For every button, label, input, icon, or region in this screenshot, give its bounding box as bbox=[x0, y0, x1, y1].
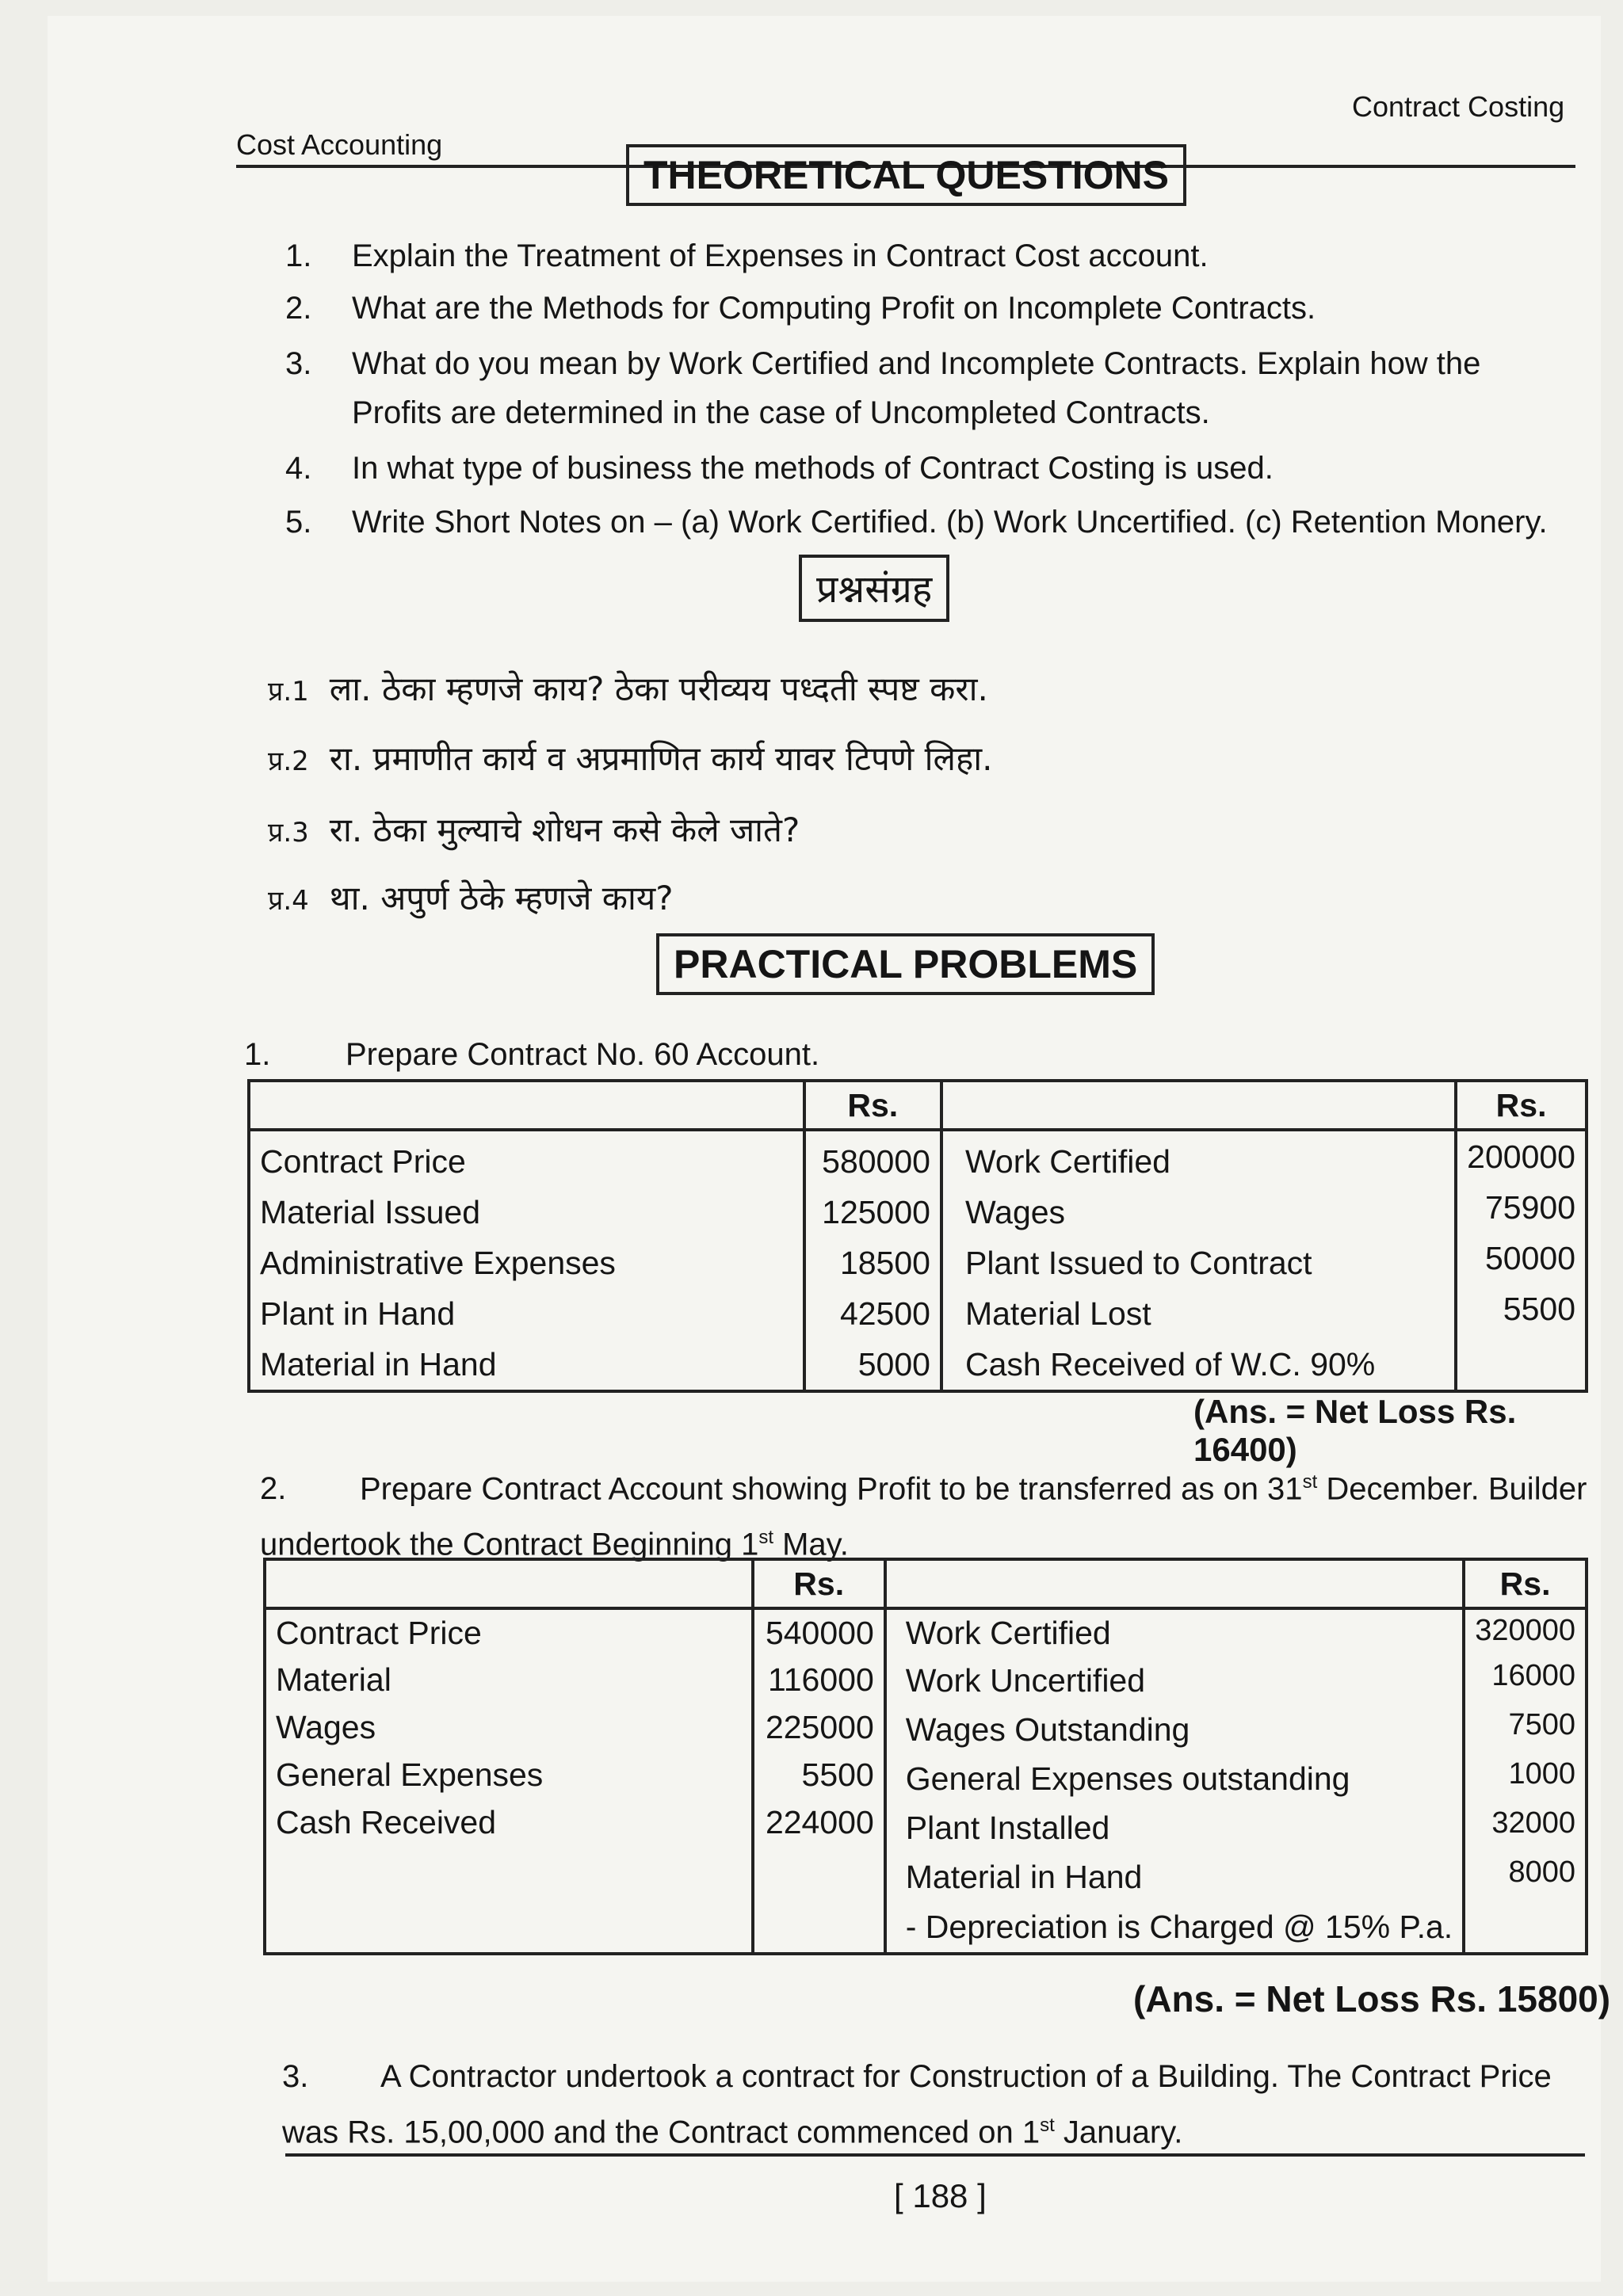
table-item: Material in Hand bbox=[905, 1859, 1143, 1895]
right-items-cell bbox=[941, 1130, 1456, 1391]
marathi-question-text: ला. ठेका म्हणजे काय? ठेका परीव्यय पध्दती स्पष्ट करा. bbox=[329, 669, 988, 708]
theory-title: THEORETICAL QUESTIONS bbox=[626, 144, 1186, 206]
table-header-cell bbox=[249, 1081, 804, 1130]
table-item: Material Lost bbox=[964, 1295, 1151, 1332]
table-body-row bbox=[249, 1130, 1587, 1391]
table-value: 224000 bbox=[765, 1804, 874, 1840]
table-item: Work Certified bbox=[964, 1143, 1170, 1180]
question-number: 2. bbox=[285, 291, 312, 326]
table-item: Wages bbox=[964, 1194, 1066, 1230]
problem-1-table bbox=[247, 1079, 1588, 1393]
table-item: Work Uncertified bbox=[905, 1662, 1146, 1699]
table-value: 1000 bbox=[1508, 1757, 1575, 1791]
right-values-cell bbox=[1456, 1130, 1587, 1391]
problem-3-statement bbox=[282, 2052, 1590, 2157]
left-values-cell bbox=[804, 1130, 941, 1391]
marathi-question-number: प्र.1 bbox=[268, 676, 309, 707]
question-number: 5. bbox=[285, 505, 312, 540]
table-value: 540000 bbox=[765, 1615, 874, 1651]
theory-question bbox=[285, 231, 1623, 280]
marathi-question-number: प्र.4 bbox=[268, 885, 309, 917]
table-value: 225000 bbox=[765, 1709, 874, 1745]
question-text: What are the Methods for Computing Profit on Incomplete Contracts. bbox=[352, 291, 1316, 326]
page-number: [ 188 ] bbox=[894, 2177, 987, 2214]
table-value: 320000 bbox=[1475, 1614, 1575, 1647]
superscript: st bbox=[758, 1527, 773, 1549]
practical-title: PRACTICAL PROBLEMS bbox=[656, 933, 1155, 995]
table-value: 5000 bbox=[857, 1346, 930, 1383]
table-item: Material bbox=[276, 1661, 391, 1698]
superscript: st bbox=[1040, 2115, 1055, 2136]
table-item: Plant in Hand bbox=[260, 1295, 456, 1332]
table-item: Work Certified bbox=[905, 1615, 1111, 1651]
right-items-cell bbox=[885, 1608, 1464, 1954]
table-value: 16000 bbox=[1491, 1659, 1575, 1692]
marathi-question-text: था. अपुर्ण ठेके म्हणजे काय? bbox=[329, 879, 674, 917]
table-value: 5500 bbox=[1503, 1291, 1575, 1327]
problem-2-statement bbox=[260, 1458, 1591, 1569]
theory-question bbox=[285, 339, 1623, 437]
table-value: 8000 bbox=[1508, 1855, 1575, 1889]
table-item: General Expenses bbox=[276, 1756, 544, 1793]
table-item: General Expenses outstanding bbox=[905, 1760, 1350, 1797]
marathi-question bbox=[268, 875, 674, 920]
marathi-question-number: प्र.2 bbox=[268, 746, 309, 777]
table-value: 116000 bbox=[767, 1661, 874, 1698]
table-value: 580000 bbox=[822, 1143, 930, 1180]
table-value: 125000 bbox=[822, 1194, 930, 1230]
left-values-cell bbox=[753, 1608, 885, 1954]
depreciation-note: - Depreciation is Charged @ 15% P.a. bbox=[905, 1909, 1453, 1945]
table-header-rs: Rs. bbox=[804, 1081, 941, 1130]
table-value: 5500 bbox=[801, 1756, 874, 1793]
theory-question bbox=[285, 284, 1623, 333]
table-body-row bbox=[265, 1608, 1587, 1954]
theory-question bbox=[285, 444, 1623, 493]
table-header-cell bbox=[885, 1559, 1464, 1608]
table-value: 75900 bbox=[1484, 1189, 1575, 1226]
table-header-rs: Rs. bbox=[753, 1559, 885, 1608]
header-left: Cost Accounting bbox=[236, 128, 443, 161]
table-value: 18500 bbox=[839, 1245, 930, 1281]
table-item: Material Issued bbox=[260, 1194, 481, 1230]
problem-text: was Rs. 15,00,000 and the Contract commenced on 1 bbox=[282, 2115, 1041, 2150]
problem-number: 3. bbox=[282, 2059, 309, 2094]
problem-number: 1. bbox=[244, 1037, 271, 1072]
table-header-cell bbox=[265, 1559, 753, 1608]
problem-2-answer: (Ans. = Net Loss Rs. 15800) bbox=[1133, 1978, 1611, 2019]
header-right: Contract Costing bbox=[1352, 90, 1565, 123]
table-item: Contract Price bbox=[260, 1143, 466, 1180]
marathi-question bbox=[268, 735, 993, 780]
table-item: Wages bbox=[276, 1709, 376, 1745]
table-item: Cash Received of W.C. 90% bbox=[964, 1346, 1376, 1383]
question-text-continued: Profits are determined in the case of Uncompleted Contracts. bbox=[352, 395, 1210, 430]
superscript: st bbox=[1302, 1471, 1318, 1493]
problem-text: undertook the Contract Beginning 1 bbox=[260, 1527, 759, 1562]
question-number: 3. bbox=[285, 346, 312, 381]
marathi-question-text: रा. ठेका मुल्याचे शोधन कसे केले जाते? bbox=[329, 810, 800, 849]
question-number: 1. bbox=[285, 238, 312, 273]
table-item: Cash Received bbox=[276, 1804, 497, 1840]
problem-text: January. bbox=[1054, 2115, 1183, 2150]
marathi-question-number: प्र.3 bbox=[268, 817, 309, 849]
table-item: Plant Issued to Contract bbox=[964, 1245, 1312, 1281]
problem-1-answer: (Ans. = Net Loss Rs. 16400) bbox=[1193, 1393, 1517, 1468]
problem-text: December. Builder bbox=[1317, 1471, 1587, 1507]
table-value: 7500 bbox=[1508, 1708, 1575, 1741]
footer-rule bbox=[285, 2153, 1585, 2157]
table-item: Material in Hand bbox=[260, 1346, 497, 1383]
question-text: Write Short Notes on – (a) Work Certified. (b) Work Uncertified. (c) Retention Monery. bbox=[352, 505, 1548, 540]
table-value: 200000 bbox=[1467, 1138, 1575, 1175]
left-items-cell bbox=[265, 1608, 753, 1954]
table-header-row bbox=[249, 1081, 1587, 1130]
marathi-question bbox=[268, 807, 800, 852]
question-text: In what type of business the methods of Contract Costing is used. bbox=[352, 451, 1274, 486]
problem-number: 2. bbox=[260, 1471, 287, 1507]
table-item: Administrative Expenses bbox=[260, 1245, 616, 1281]
marathi-question bbox=[268, 666, 988, 711]
marathi-title: प्रश्नसंग्रह bbox=[799, 555, 949, 622]
left-items-cell bbox=[249, 1130, 804, 1391]
table-item: Contract Price bbox=[276, 1615, 482, 1651]
table-item: Wages Outstanding bbox=[905, 1711, 1190, 1748]
problem-text: Prepare Contract No. 60 Account. bbox=[346, 1037, 820, 1072]
marathi-question-text: रा. प्रमाणीत कार्य व अप्रमाणित कार्य यावर टिपणे लिहा. bbox=[329, 739, 993, 778]
table-header-rs: Rs. bbox=[1464, 1559, 1587, 1608]
table-header-cell bbox=[941, 1081, 1456, 1130]
problem-text: A Contractor undertook a contract for Construction of a Building. The Contract Price bbox=[380, 2059, 1552, 2094]
theory-question bbox=[285, 498, 1623, 547]
table-value: 50000 bbox=[1484, 1240, 1575, 1276]
problem-2-table bbox=[263, 1558, 1588, 1955]
problem-text: May. bbox=[773, 1527, 849, 1562]
table-item: Plant Installed bbox=[905, 1810, 1110, 1846]
right-values-cell bbox=[1464, 1608, 1587, 1954]
question-text: What do you mean by Work Certified and Incomplete Contracts. Explain how the bbox=[352, 346, 1481, 381]
question-text: Explain the Treatment of Expenses in Contract Cost account. bbox=[352, 238, 1209, 273]
table-header-row bbox=[265, 1559, 1587, 1608]
question-number: 4. bbox=[285, 451, 312, 486]
table-value: 42500 bbox=[839, 1295, 930, 1332]
problem-1-statement bbox=[244, 1030, 819, 1079]
problem-text: Prepare Contract Account showing Profit to be transferred as on 31 bbox=[360, 1471, 1303, 1507]
table-header-rs: Rs. bbox=[1456, 1081, 1587, 1130]
table-value: 32000 bbox=[1491, 1806, 1575, 1840]
